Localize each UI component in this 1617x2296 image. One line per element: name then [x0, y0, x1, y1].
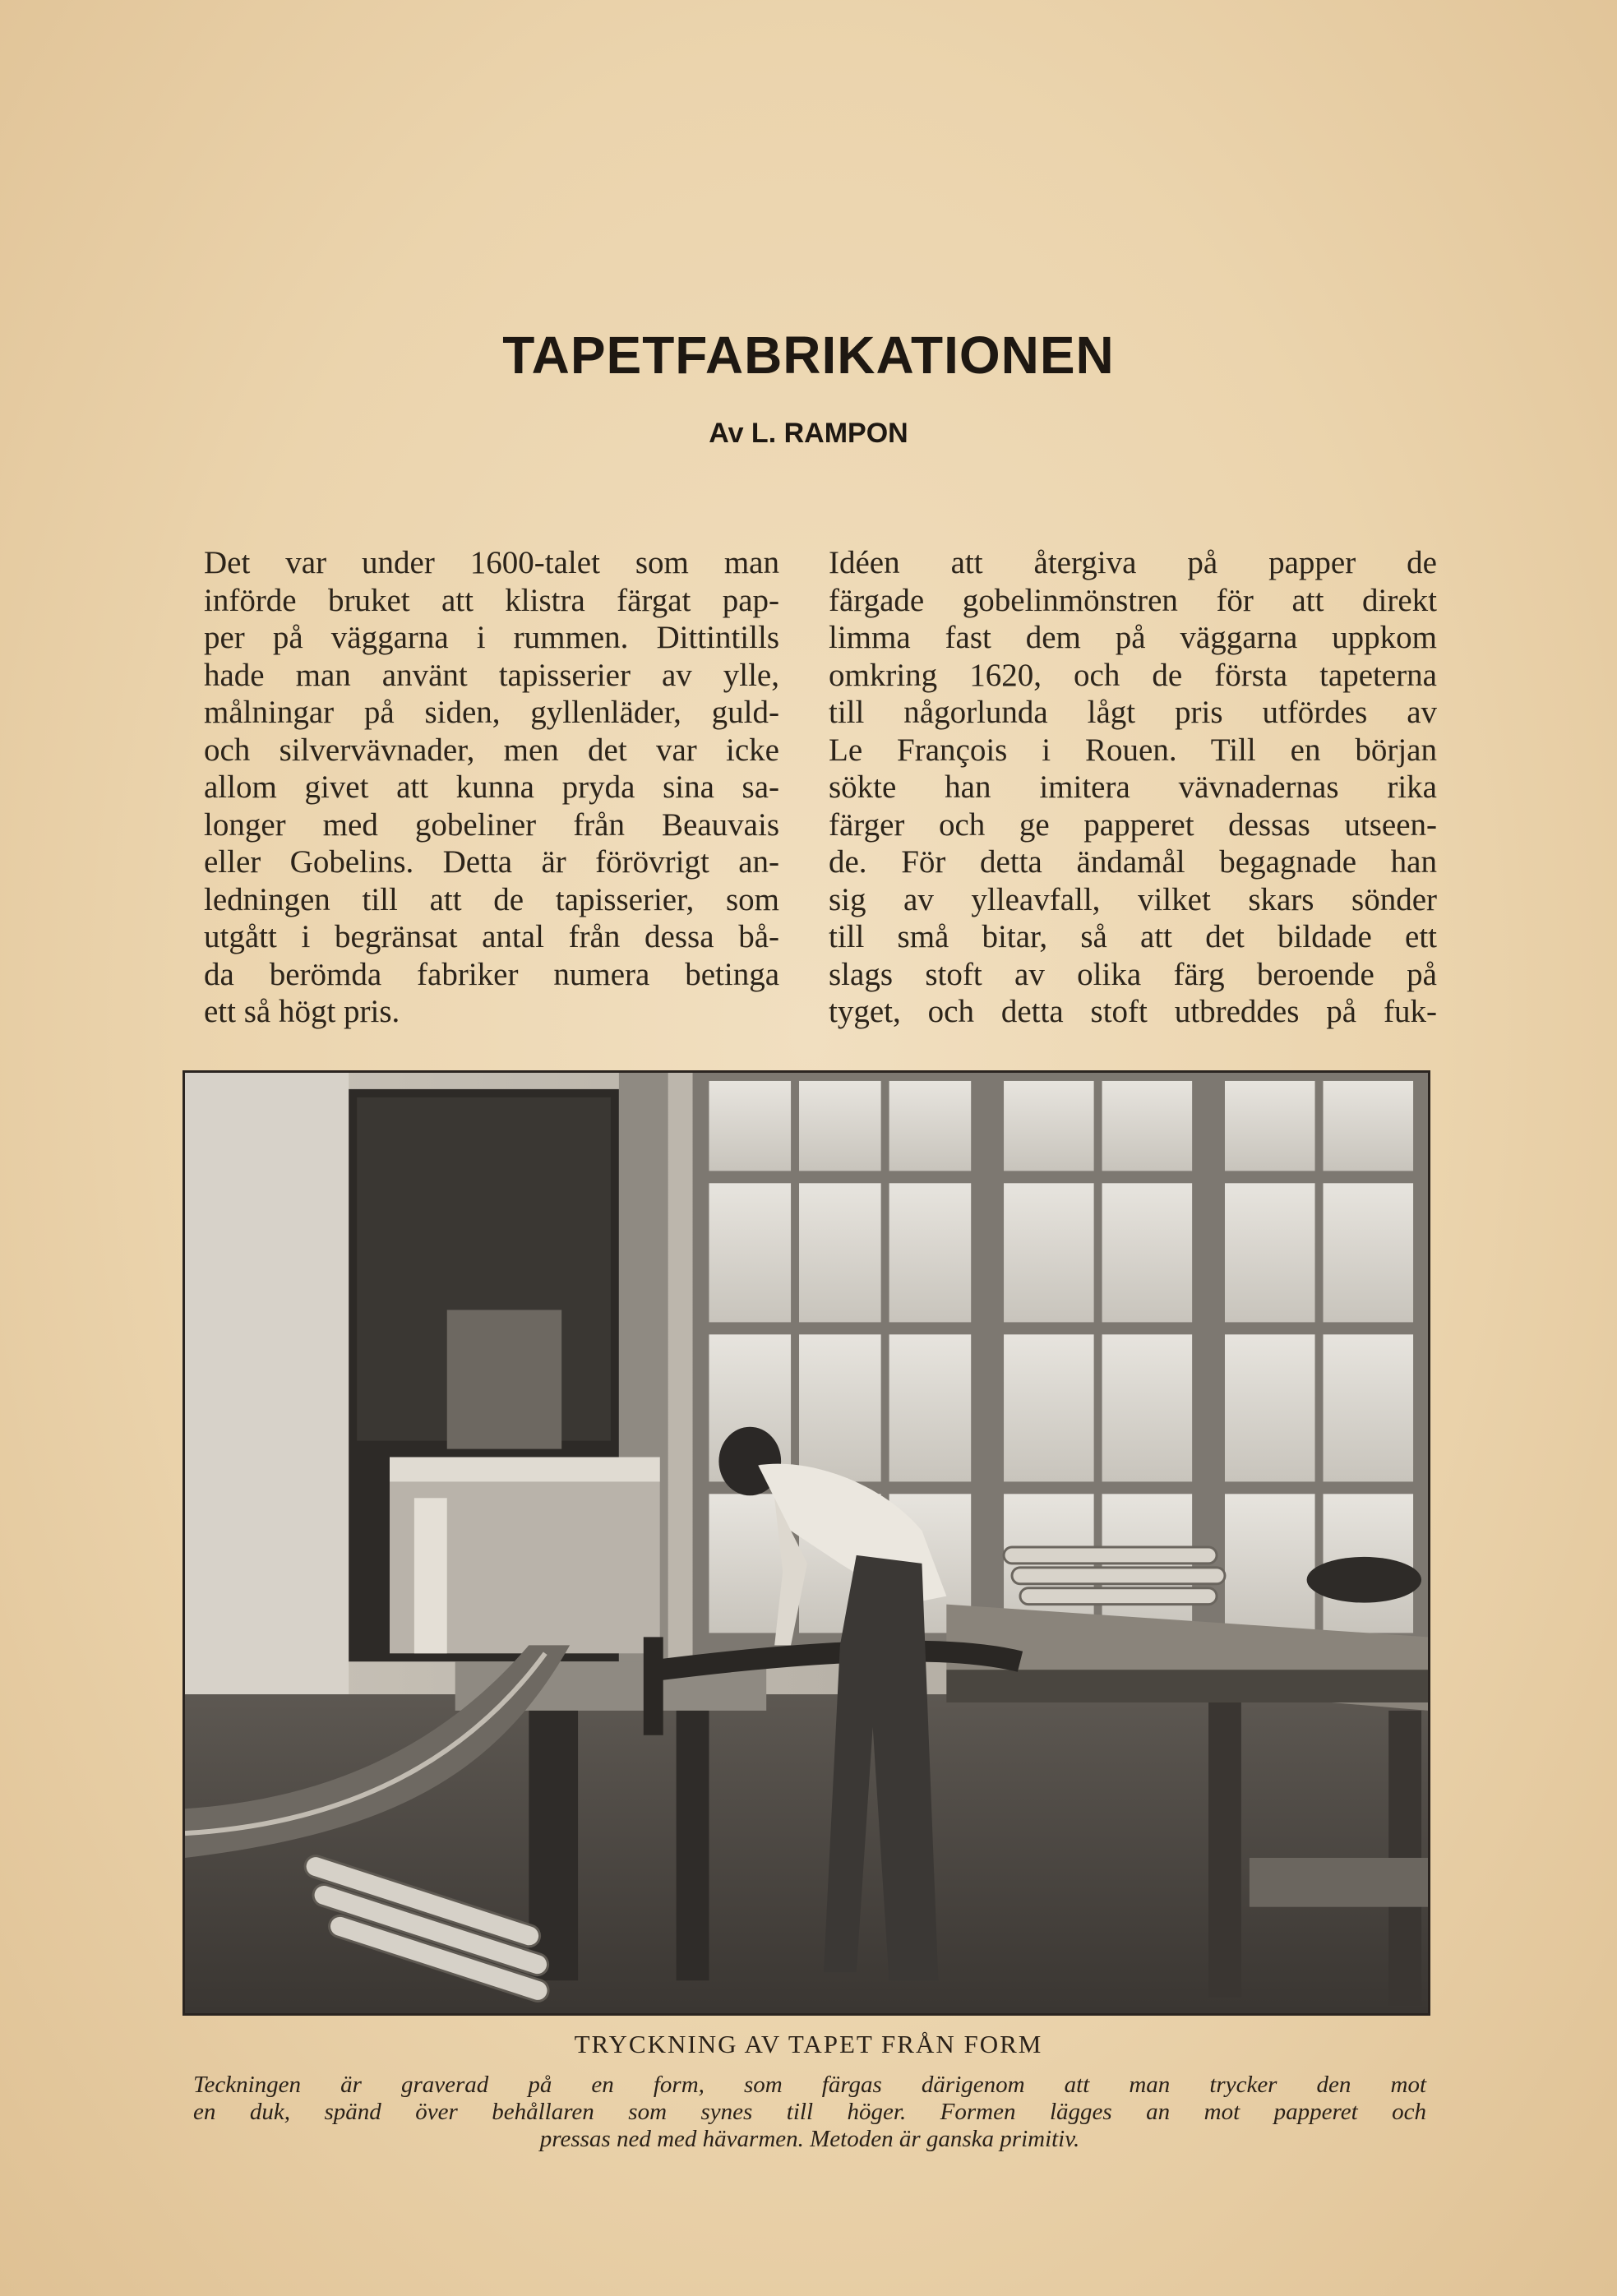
text-line: till någorlunda lågt pris utfördes av: [829, 695, 1437, 730]
text-line: färgade gobelinmönstren för att direkt: [829, 582, 1437, 618]
caption-line: Teckningen är graverad på en form, som färgas därigenom att man trycker den mot: [193, 2072, 1426, 2098]
text-line: eller Gobelins. Detta är förövrigt an-: [204, 844, 779, 880]
right-column: [829, 544, 1437, 1031]
figure-caption: [193, 2072, 1426, 2153]
text-line: allom givet att kunna pryda sina sa-: [204, 769, 779, 805]
text-line: hade man använt tapisserier av ylle,: [204, 657, 779, 693]
text-line: ett så högt pris.: [204, 994, 400, 1029]
text-line: till små bitar, så att det bildade ett: [829, 919, 1437, 954]
left-column: [204, 544, 779, 1031]
text-line: longer med gobeliner från Beauvais: [204, 806, 779, 843]
text-line: Det var under 1600-talet som man: [204, 545, 779, 580]
text-line: målningar på siden, gyllenläder, guld-: [204, 695, 779, 730]
text-line: Le François i Rouen. Till en början: [829, 732, 1437, 768]
text-line: per på väggarna i rummen. Dittintills: [204, 620, 779, 655]
text-line: omkring 1620, och de första tapeterna: [829, 657, 1437, 693]
text-line: slags stoft av olika färg beroende på: [829, 956, 1437, 992]
text-line: da berömda fabriker numera betinga: [204, 956, 779, 992]
text-line: sig av ylleavfall, vilket skars sönder: [829, 881, 1437, 917]
photo-illustration: [185, 1073, 1428, 2013]
article-byline: Av L. RAMPON: [709, 418, 908, 449]
text-line: färger och ge papperet dessas utseen-: [829, 806, 1437, 843]
text-line: Idéen att återgiva på papper de: [829, 545, 1437, 580]
text-line: ledningen till att de tapisserier, som: [204, 881, 779, 917]
caption-line: pressas ned med hävarmen. Metoden är ganska primitiv.: [539, 2126, 1080, 2152]
text-line: sökte han imitera vävnadernas rika: [829, 769, 1437, 805]
figure-caption-title: TRYCKNING AV TAPET FRÅN FORM: [574, 2030, 1043, 2058]
text-line: tyget, och detta stoft utbreddes på fuk-: [829, 994, 1437, 1029]
factory-photograph: [182, 1070, 1430, 2016]
text-line: de. För detta ändamål begagnade han: [829, 844, 1437, 880]
caption-line: en duk, spänd över behållaren som synes till höger. Formen lägges an mot papperet och: [193, 2099, 1426, 2125]
text-line: införde bruket att klistra färgat pap-: [204, 582, 779, 618]
article-title: TAPETFABRIKATIONEN: [502, 326, 1115, 385]
text-line: utgått i begränsat antal från dessa bå-: [204, 919, 779, 954]
text-line: och silvervävnader, men det var icke: [204, 732, 779, 768]
text-line: limma fast dem på väggarna uppkom: [829, 620, 1437, 655]
